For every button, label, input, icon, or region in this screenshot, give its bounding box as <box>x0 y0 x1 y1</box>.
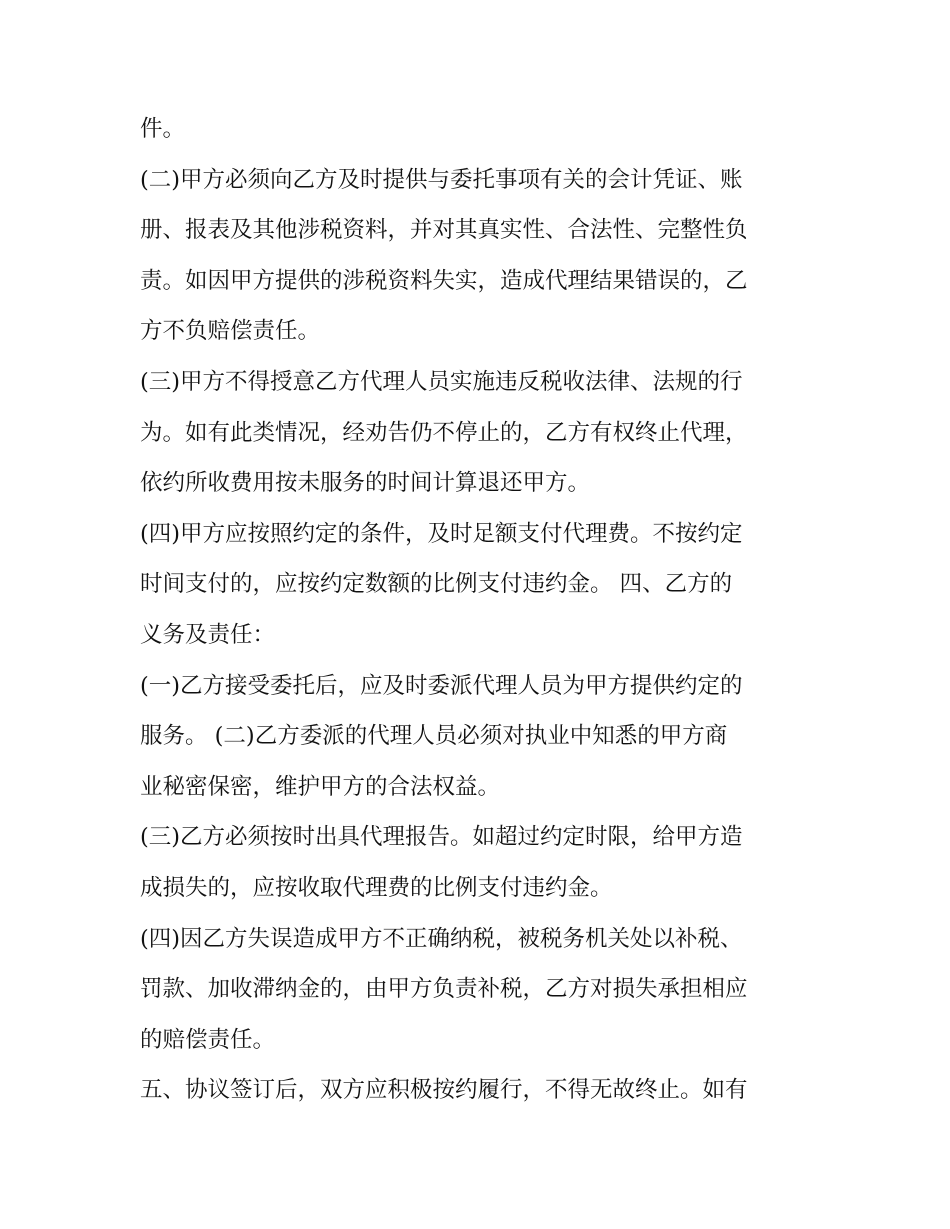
text-line: 罚款、加收滞纳金的，由甲方负责补税，乙方对损失承担相应 <box>140 976 748 1003</box>
text-line: 责。如因甲方提供的涉税资料失实，造成代理结果错误的，乙 <box>140 267 748 294</box>
text-line: 业秘密保密，维护甲方的合法权益。 <box>140 773 501 800</box>
text-line: 服务。 (二)乙方委派的代理人员必须对执业中知悉的甲方商 <box>140 723 728 750</box>
text-line: 册、报表及其他涉税资料，并对其真实性、合法性、完整性负 <box>140 217 748 244</box>
text-line: 的赔偿责任。 <box>140 1026 276 1053</box>
text-line: (四)甲方应按照约定的条件，及时足额支付代理费。不按约定 <box>140 520 743 547</box>
text-line: 为。如有此类情况，经劝告仍不停止的，乙方有权终止代理， <box>140 419 748 446</box>
text-line: (二)甲方必须向乙方及时提供与委托事项有关的会计凭证、账 <box>140 166 743 193</box>
text-line: 方不负赔偿责任。 <box>140 318 321 345</box>
text-line: (三)甲方不得授意乙方代理人员实施违反税收法律、法规的行 <box>140 368 743 395</box>
text-line: 成损失的，应按收取代理费的比例支付违约金。 <box>140 874 613 901</box>
text-line: (三)乙方必须按时出具代理报告。如超过约定时限，给甲方造 <box>140 824 743 851</box>
text-line: 义务及责任： <box>140 621 276 648</box>
text-line: 时间支付的，应按约定数额的比例支付违约金。 四、乙方的 <box>140 571 733 598</box>
text-line: 依约所收费用按未服务的时间计算退还甲方。 <box>140 470 591 497</box>
text-line: 件。 <box>140 116 186 142</box>
text-line: 五、协议签订后，双方应积极按约履行，不得无故终止。如有 <box>140 1077 748 1104</box>
document-body <box>140 104 830 1116</box>
text-line: (一)乙方接受委托后，应及时委派代理人员为甲方提供约定的 <box>140 672 743 699</box>
text-line: (四)因乙方失误造成甲方不正确纳税，被税务机关处以补税、 <box>140 925 743 952</box>
